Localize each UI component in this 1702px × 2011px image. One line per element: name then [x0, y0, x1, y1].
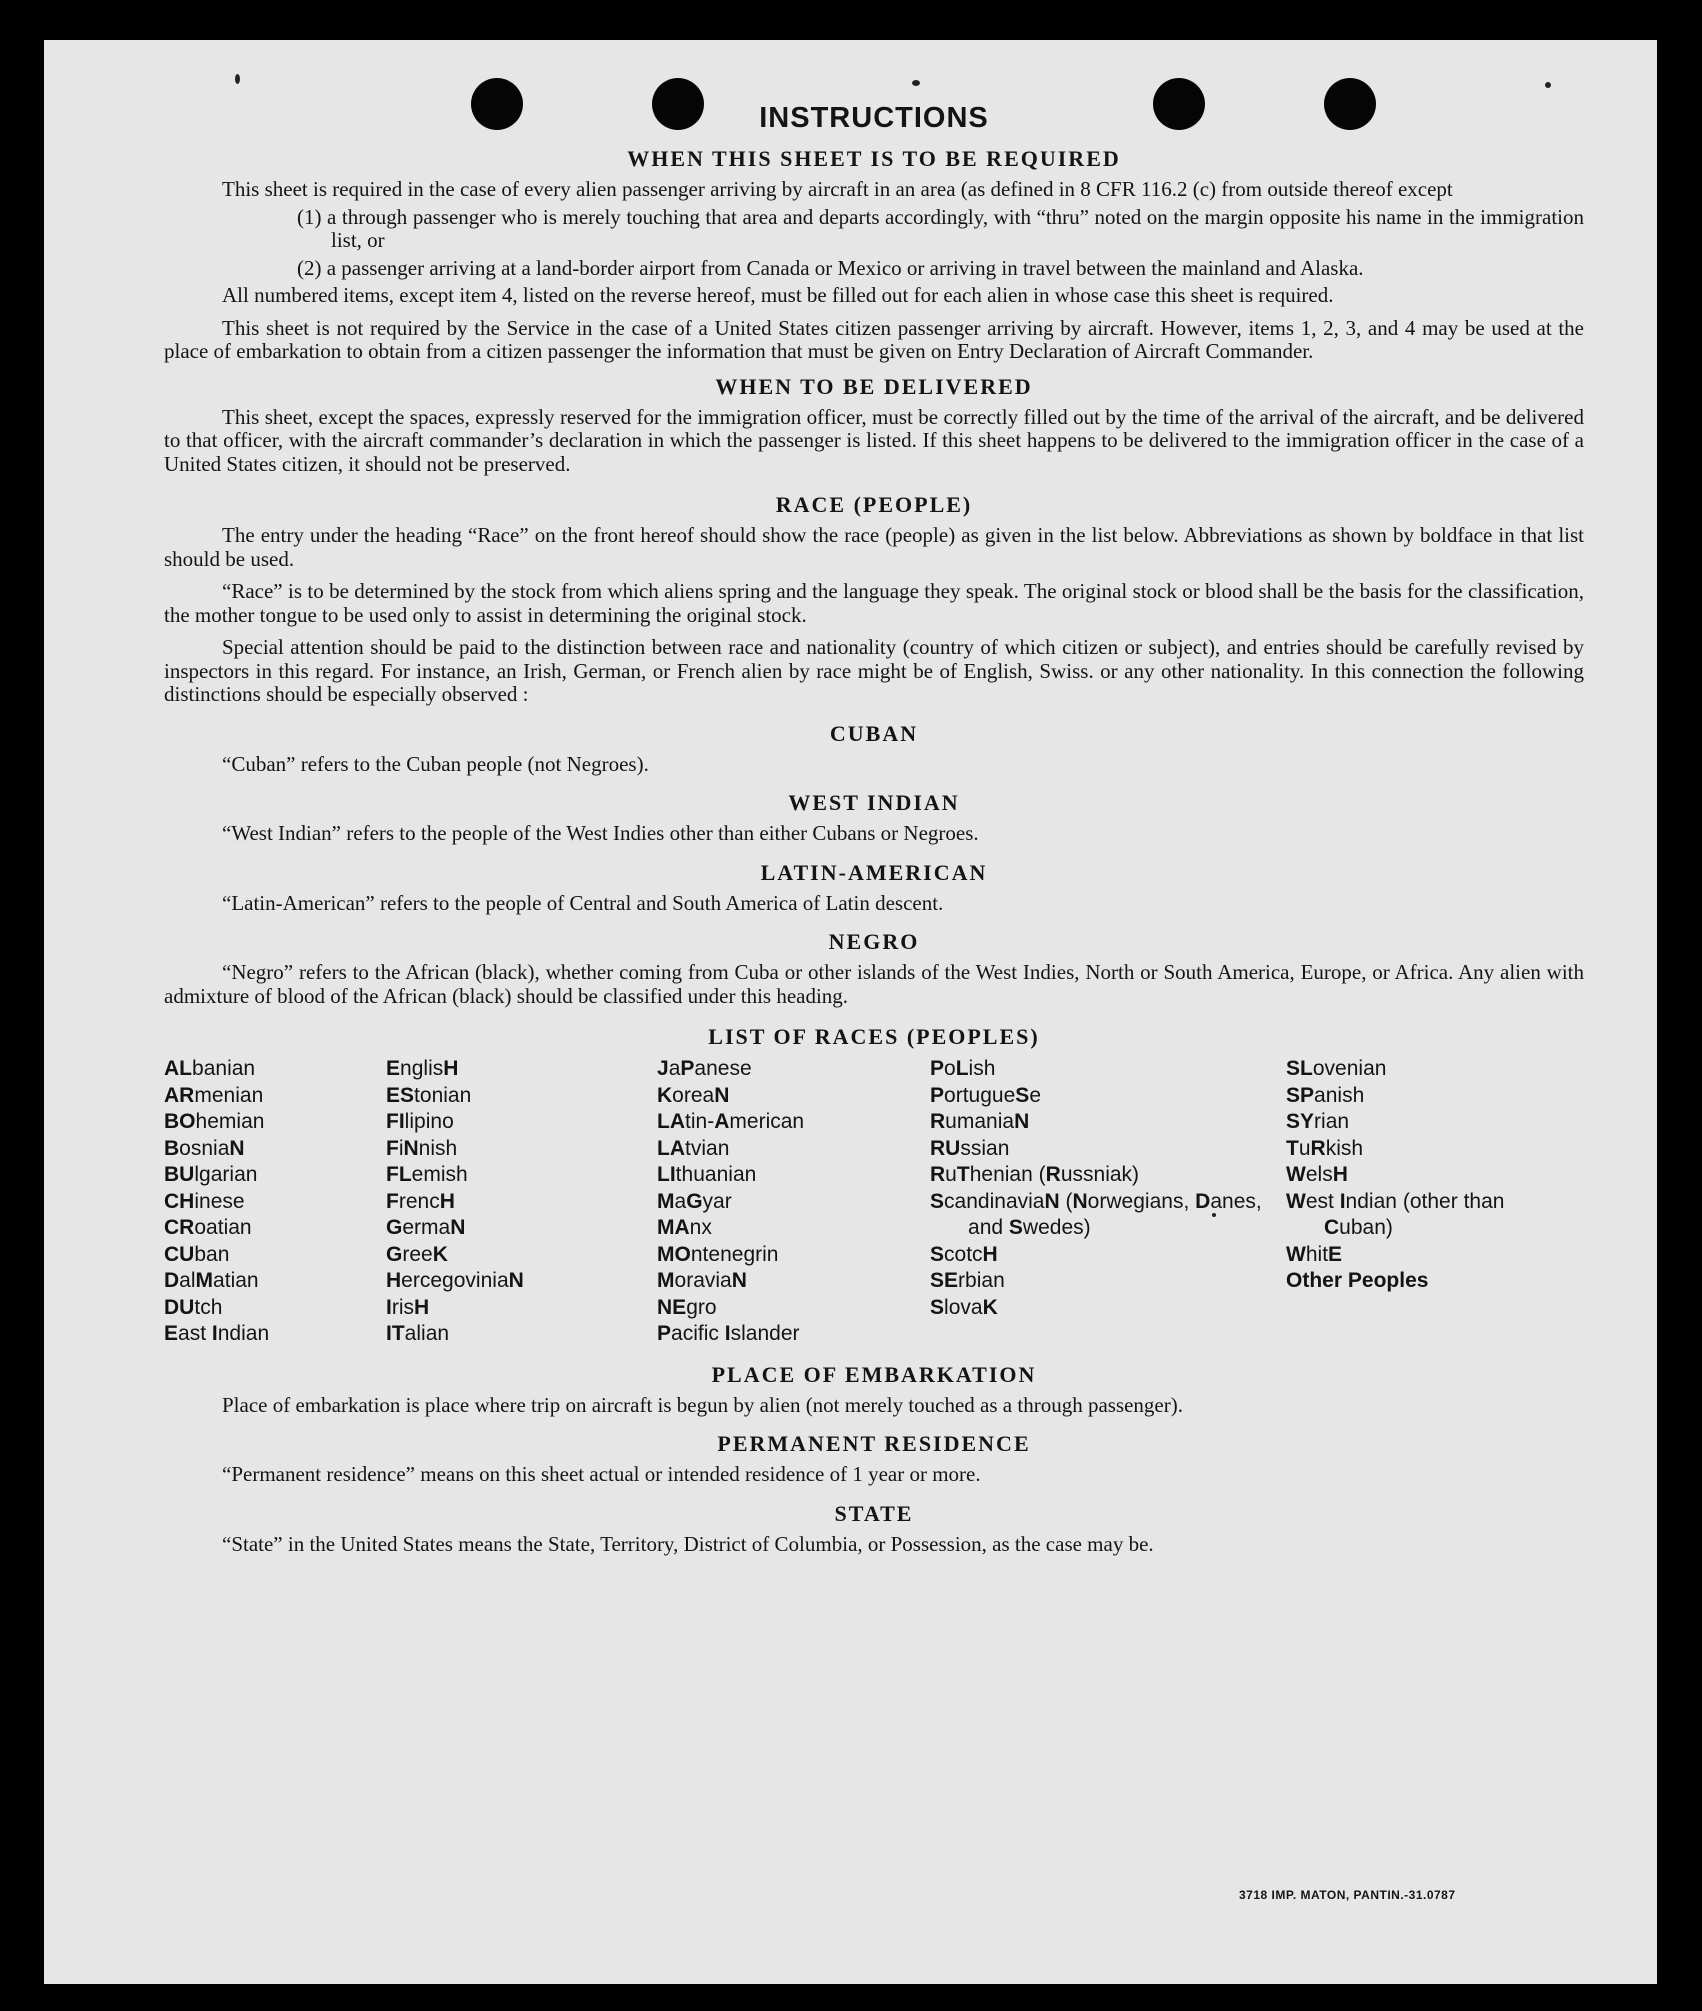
paragraph: This sheet, except the spaces, expressly reserved for the immigration officer, must be correctly filled out by the time of the arrival of the aircraft, and be delivered to that officer, with the aircraft commander’s declaration in which the passenger is listed. If this sheet happens to be delivered to the immigration officer in the case of a United States citizen, it should not be preserved.: [164, 404, 1584, 476]
race-entry: FIlipino: [386, 1110, 454, 1133]
races-column-1: [164, 1056, 386, 1348]
race-entry: CHinese: [164, 1189, 245, 1213]
race-entry: TuRkish: [1286, 1136, 1364, 1160]
race-entry: East Indian: [164, 1322, 270, 1345]
race-entry: ITalian: [386, 1322, 450, 1345]
page-title: INSTRUCTIONS: [759, 102, 989, 134]
speck: [912, 80, 920, 86]
race-entry: HercegoviniaN: [386, 1269, 524, 1292]
list-item: (1) a through passenger who is merely touching that area and departs accordingly, with “thru” noted on the margin opposite his name in the immigration list, or: [297, 204, 1584, 252]
heading-state: STATE: [834, 1500, 914, 1526]
paragraph: “West Indian” refers to the people of the West Indies other than either Cubans or Negroes.: [222, 821, 979, 845]
race-entry: CRoatian: [164, 1216, 252, 1239]
heading-race: RACE (PEOPLE): [775, 492, 973, 517]
race-entry: SLovenian: [1286, 1057, 1387, 1080]
race-entry: SYrian: [1286, 1110, 1350, 1133]
paragraph: Special attention should be paid to the distinction between race and nationality (country of which citizen or subject), and entries should be carefully revised by inspectors in this regard. For instance, an Irish, German, or French alien by race might be of English, Swiss. or any other nationality. In this connection the following distinctions should be especially observed :: [164, 635, 1584, 706]
race-entry: Pacific Islander: [657, 1322, 800, 1345]
races-column-3: [657, 1056, 930, 1348]
paragraph: “Negro” refers to the African (black), whether coming from Cuba or other islands of the West Indies, North or South America, Europe, or Africa. Any alien with admixture of blood of the African (black) should be classified under this heading.: [164, 960, 1584, 1008]
heading-residence: PERMANENT RESIDENCE: [717, 1431, 1031, 1456]
race-entry: West Indian (other than Cuban): [1286, 1189, 1505, 1239]
heading-west-indian: WEST INDIAN: [788, 790, 960, 815]
heading-embarkation: PLACE OF EMBARKATION: [711, 1361, 1037, 1387]
heading-negro: NEGRO: [828, 929, 920, 954]
race-entry: NEgro: [657, 1295, 717, 1319]
paragraph: “Race” is to be determined by the stock from which aliens spring and the language they speak. The original stock or blood shall be the basis for the classification, the mother tongue to be used only to assist in determining the original stock.: [164, 579, 1584, 627]
heading-latin-american: LATIN-AMERICAN: [760, 859, 988, 885]
races-column-2: [386, 1056, 657, 1348]
races-column-5: [1286, 1056, 1546, 1348]
paragraph: Place of embarkation is place where trip on aircraft is begun by alien (not merely touched as a through passenger).: [222, 1392, 1183, 1417]
race-entry: LAtvian: [657, 1136, 730, 1160]
race-entry: EnglisH: [386, 1057, 459, 1080]
race-entry: Other Peoples: [1286, 1269, 1429, 1292]
heading-delivered: WHEN TO BE DELIVERED: [715, 373, 1033, 399]
race-entry: MAnx: [657, 1216, 712, 1239]
race-entry: FiNnish: [386, 1136, 458, 1160]
race-entry: DUtch: [164, 1295, 223, 1319]
list-item: (2) a passenger arriving at a land-border airport from Canada or Mexico or arriving in travel between the mainland and Alaska.: [297, 255, 1364, 280]
paragraph: The entry under the heading “Race” on the front hereof should show the race (people) as given in the list below. Abbreviations as shown by boldface in that list should be used.: [164, 523, 1584, 571]
race-entry: SlovaK: [930, 1295, 998, 1319]
instructions-content: [164, 102, 1584, 1556]
race-entry: ARmenian: [164, 1083, 264, 1107]
race-entry: WelsH: [1286, 1163, 1348, 1186]
race-entry: BOhemian: [164, 1110, 265, 1133]
race-entry: LIthuanian: [657, 1163, 757, 1186]
race-entry: PortugueSe: [930, 1083, 1041, 1107]
document-sheet: [44, 40, 1657, 1984]
speck: [1545, 82, 1551, 88]
races-list: [164, 1056, 1584, 1348]
race-entry: FLemish: [386, 1163, 468, 1186]
paragraph: “Latin-American” refers to the people of Central and South America of Latin descent.: [222, 890, 944, 915]
race-entry: SPanish: [1286, 1083, 1365, 1107]
race-entry: ScotcH: [930, 1242, 998, 1266]
race-entry: RumaniaN: [930, 1110, 1030, 1133]
race-entry: LAtin-American: [657, 1110, 805, 1133]
race-entry: SErbian: [930, 1269, 1005, 1292]
race-entry: GreeK: [386, 1242, 448, 1266]
paragraph: This sheet is not required by the Service in the case of a United States citizen passenger arriving by aircraft. However, items 1, 2, 3, and 4 may be used at the place of embarkation to obtain from a citizen passenger the information that must be given on Entry Declaration of Aircraft Commander.: [164, 315, 1584, 363]
printer-imprint: 3718 IMP. MATON, PANTIN.-31.0787: [1239, 1888, 1456, 1902]
race-entry: BUlgarian: [164, 1163, 258, 1186]
heading-cuban: CUBAN: [829, 720, 919, 746]
race-entry: RuThenian (Russniak): [930, 1163, 1140, 1186]
race-entry: DalMatian: [164, 1269, 259, 1292]
paragraph: All numbered items, except item 4, listed on the reverse hereof, must be filled out for each alien in whose case this sheet is required.: [222, 283, 1334, 307]
race-entry: ALbanian: [164, 1057, 256, 1080]
race-entry: WhitE: [1286, 1242, 1343, 1266]
race-entry: MaGyar: [657, 1189, 732, 1213]
heading-required: WHEN THIS SHEET IS TO BE REQUIRED: [627, 146, 1121, 171]
race-entry: CUban: [164, 1242, 230, 1266]
paragraph: “Permanent residence” means on this sheet actual or intended residence of 1 year or more.: [222, 1462, 981, 1486]
race-entry: RUssian: [930, 1136, 1010, 1160]
race-entry: MOntenegrin: [657, 1242, 779, 1266]
race-entry: PoLish: [930, 1057, 996, 1080]
heading-list-of-races: LIST OF RACES (PEOPLES): [708, 1024, 1040, 1049]
speck: [235, 74, 240, 84]
paragraph: “State” in the United States means the State, Territory, District of Columbia, or Possession, as the case may be.: [222, 1531, 1154, 1556]
race-entry: GermaN: [386, 1216, 466, 1239]
race-entry: JaPanese: [657, 1057, 752, 1080]
paragraph: “Cuban” refers to the Cuban people (not Negroes).: [222, 751, 649, 776]
race-entry: IrisH: [386, 1295, 430, 1319]
race-entry: FrencH: [386, 1189, 455, 1213]
race-entry: EStonian: [386, 1083, 472, 1107]
races-column-4: [930, 1056, 1286, 1348]
paragraph: This sheet is required in the case of every alien passenger arriving by aircraft in an area (as defined in 8 CFR 116.2 (c) from outside thereof except: [222, 177, 1453, 201]
race-entry: BosniaN: [164, 1136, 245, 1160]
race-entry: KoreaN: [657, 1083, 730, 1107]
race-entry: MoraviaN: [657, 1269, 747, 1292]
race-entry: ScandinaviaN (Norwegians, Danes, and Swedes): [930, 1189, 1262, 1239]
